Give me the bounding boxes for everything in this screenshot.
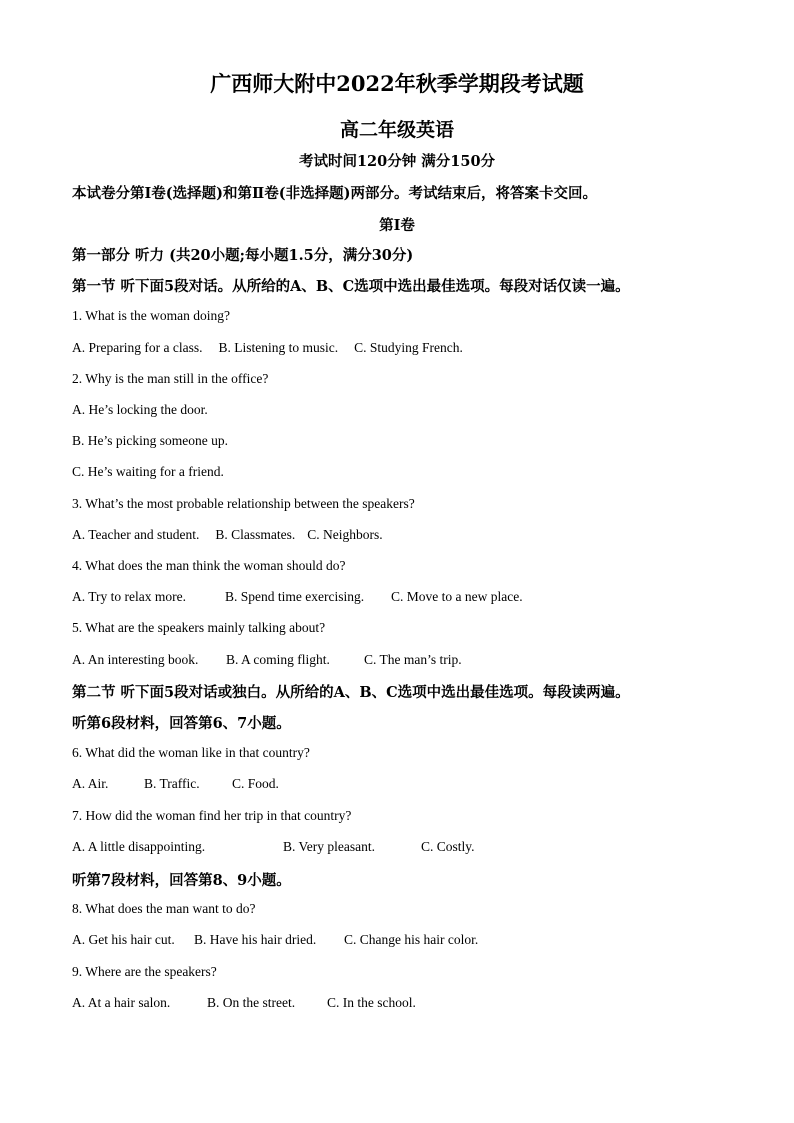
exam-subtitle: 高二年级英语 <box>339 119 454 141</box>
option-b: B. A coming flight. <box>226 652 330 667</box>
question-8-options <box>72 932 478 948</box>
option-b: B. Listening to music. <box>218 340 339 355</box>
question-9-options <box>72 995 416 1011</box>
option-c: C. Food. <box>232 776 279 791</box>
option-a: A. Preparing for a class. <box>72 340 203 355</box>
option-b: B. Traffic. <box>144 776 200 791</box>
option-b: B. Classmates. <box>215 527 296 542</box>
option-c: C. The man’s trip. <box>364 652 462 667</box>
option-a: A. An interesting book. <box>72 652 199 667</box>
question-6-options <box>72 776 279 792</box>
option-c: C. Studying French. <box>354 340 463 355</box>
question-2-stem: 2. Why is the man still in the office? <box>72 371 269 386</box>
option-a: A. Try to relax more. <box>72 589 186 604</box>
option-b: B. Very pleasant. <box>283 839 375 854</box>
option-a: A. Air. <box>72 776 109 791</box>
option-a: A. A little disappointing. <box>72 839 206 854</box>
option-c: C. Move to a new place. <box>391 589 523 604</box>
exam-title: 广西师大附中2022年秋季学期段考试题 <box>210 71 584 96</box>
option-c: C. Costly. <box>421 839 475 854</box>
question-5-stem: 5. What are the speakers mainly talking about? <box>72 620 326 635</box>
exam-meta: 考试时间120分钟 满分150分 <box>298 153 496 170</box>
section2-heading: 第二节 听下面5段对话或独白。从所给的A、B、C选项中选出最佳选项。每段读两遍。 <box>72 684 630 701</box>
option-b: B. Spend time exercising. <box>225 589 365 604</box>
question-8-stem: 8. What does the man want to do? <box>72 901 256 916</box>
question-9-stem: 9. Where are the speakers? <box>72 964 217 979</box>
question-6-stem: 6. What did the woman like in that country? <box>72 745 310 760</box>
exam-instruction: 本试卷分第Ⅰ卷(选择题)和第Ⅱ卷(非选择题)两部分。考试结束后，将答案卡交回。 <box>72 185 597 202</box>
question-7-stem: 7. How did the woman find her trip in that country? <box>72 808 352 823</box>
option-a: A. Get his hair cut. <box>72 932 175 947</box>
question-1-options <box>72 340 463 356</box>
option-c: C. Neighbors. <box>307 527 383 542</box>
option-b: B. Have his hair dried. <box>194 932 317 947</box>
question-3-stem: 3. What’s the most probable relationship between the speakers? <box>72 496 415 511</box>
volume-heading: 第Ⅰ卷 <box>379 217 415 234</box>
option-c: C. Change his hair color. <box>344 932 479 947</box>
option-c: C. In the school. <box>327 995 416 1010</box>
part1-heading: 第一部分 听力 (共20小题;每小题1.5分，满分30分) <box>72 247 414 264</box>
question-1-stem: 1. What is the woman doing? <box>72 308 230 323</box>
question-3-options <box>72 527 383 543</box>
question-7-options <box>72 839 475 855</box>
question-2-option-c: C. He’s waiting for a friend. <box>72 464 224 479</box>
question-5-options <box>72 652 462 668</box>
material-7-heading: 听第7段材料，回答第8、9小题。 <box>72 872 291 889</box>
question-2-option-b: B. He’s picking someone up. <box>72 433 228 448</box>
section1-heading: 第一节 听下面5段对话。从所给的A、B、C选项中选出最佳选项。每段对话仅读一遍。 <box>72 278 630 295</box>
question-2-option-a: A. He’s locking the door. <box>72 402 208 417</box>
option-a: A. At a hair salon. <box>72 995 171 1010</box>
material-6-heading: 听第6段材料，回答第6、7小题。 <box>72 715 291 732</box>
option-a: A. Teacher and student. <box>72 527 200 542</box>
option-b: B. On the street. <box>207 995 296 1010</box>
question-4-options <box>72 589 523 605</box>
question-4-stem: 4. What does the man think the woman should do? <box>72 558 346 573</box>
